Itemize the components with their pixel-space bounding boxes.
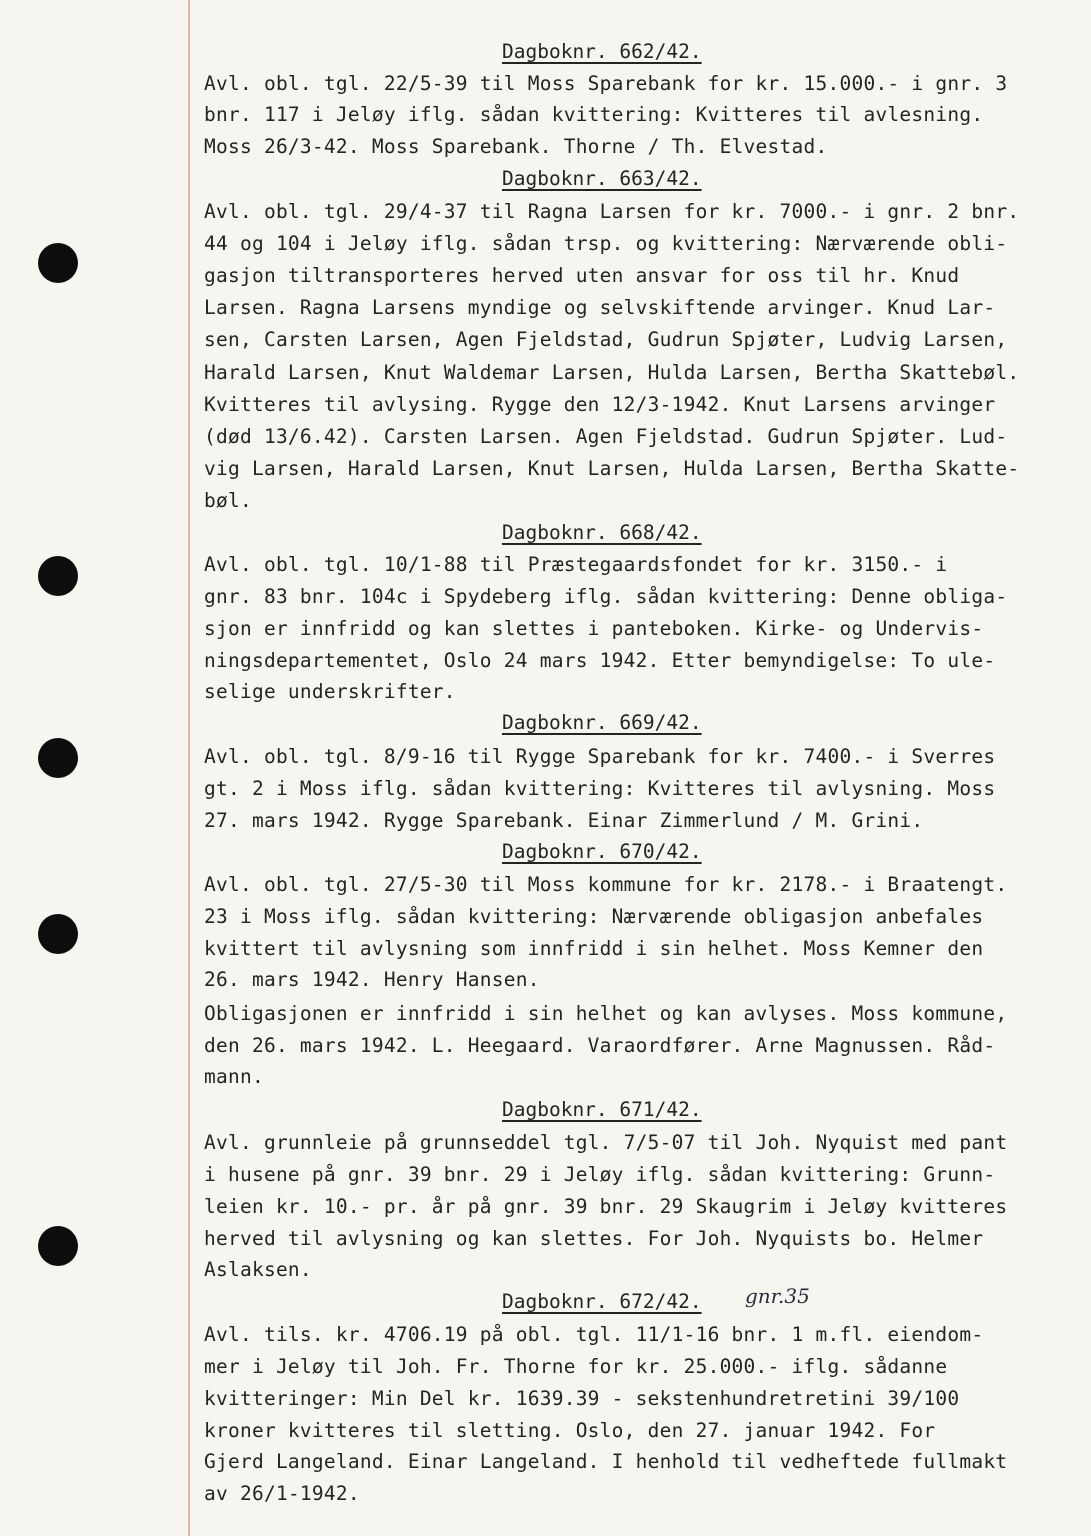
entry-heading: Dagboknr. 663/42. — [502, 167, 702, 190]
entry-text-line: mann. — [204, 1065, 264, 1088]
entry-text-line: Avl. obl. tgl. 8/9-16 til Rygge Sparebank for kr. 7400.- i Sverres — [204, 745, 996, 768]
entry-text-line: 27. mars 1942. Rygge Sparebank. Einar Zimmerlund / M. Grini. — [204, 809, 924, 832]
entry-text-line: Harald Larsen, Knut Waldemar Larsen, Hulda Larsen, Bertha Skattebøl. — [204, 361, 1020, 384]
entry-text-line: gnr. 83 bnr. 104c i Spydeberg iflg. sådan kvittering: Denne obliga- — [204, 585, 1008, 608]
entry-text-line: Larsen. Ragna Larsens myndige og selvskiftende arvinger. Knud Lar- — [204, 296, 996, 319]
entry-text-line: (død 13/6.42). Carsten Larsen. Agen Fjeldstad. Gudrun Spjøter. Lud- — [204, 425, 1008, 448]
entry-text-line: Avl. obl. tgl. 27/5-30 til Moss kommune for kr. 2178.- i Braatengt. — [204, 873, 1008, 896]
punch-hole-2 — [38, 556, 78, 596]
entry-heading: Dagboknr. 672/42. — [502, 1290, 702, 1313]
entry-text-line: kvittert til avlysning som innfridd i sin helhet. Moss Kemner den — [204, 937, 984, 960]
entry-text-line: Obligasjonen er innfridd i sin helhet og kan avlyses. Moss kommune, — [204, 1002, 1008, 1025]
entry-text-line: Avl. obl. tgl. 29/4-37 til Ragna Larsen for kr. 7000.- i gnr. 2 bnr. — [204, 200, 1020, 223]
entry-text-line: av 26/1-1942. — [204, 1482, 360, 1505]
entry-heading: Dagboknr. 668/42. — [502, 521, 702, 544]
punch-hole-1 — [38, 243, 78, 283]
entry-text-line: kroner kvitteres til sletting. Oslo, den 27. januar 1942. For — [204, 1419, 936, 1442]
entry-text-line: mer i Jeløy til Joh. Fr. Thorne for kr. 25.000.- iflg. sådanne — [204, 1355, 948, 1378]
entry-text-line: ningsdepartementet, Oslo 24 mars 1942. Etter bemyndigelse: To ule- — [204, 649, 996, 672]
entry-text-line: leien kr. 10.- pr. år på gnr. 39 bnr. 29 Skaugrim i Jeløy kvitteres — [204, 1195, 1008, 1218]
entry-text-line: i husene på gnr. 39 bnr. 29 i Jeløy iflg. sådan kvittering: Grunn- — [204, 1163, 996, 1186]
entry-text-line: kvitteringer: Min Del kr. 1639.39 - sekstenhundretretini 39/100 — [204, 1387, 960, 1410]
entry-heading: Dagboknr. 671/42. — [502, 1098, 702, 1121]
entry-heading: Dagboknr. 670/42. — [502, 840, 702, 863]
entry-heading: Dagboknr. 662/42. — [502, 40, 702, 63]
entry-text-line: sen, Carsten Larsen, Agen Fjeldstad, Gudrun Spjøter, Ludvig Larsen, — [204, 328, 1008, 351]
entry-text-line: den 26. mars 1942. L. Heegaard. Varaordfører. Arne Magnussen. Råd- — [204, 1034, 996, 1057]
entry-text-line: gt. 2 i Moss iflg. sådan kvittering: Kvitteres til avlysning. Moss — [204, 777, 996, 800]
entry-text-line: vig Larsen, Harald Larsen, Knut Larsen, Hulda Larsen, Bertha Skatte- — [204, 457, 1020, 480]
entry-text-line: herved til avlysning og kan slettes. For Joh. Nyquists bo. Helmer — [204, 1227, 984, 1250]
entry-text-line: Avl. tils. kr. 4706.19 på obl. tgl. 11/1-16 bnr. 1 m.fl. eiendom- — [204, 1323, 984, 1346]
entry-text-line: 23 i Moss iflg. sådan kvittering: Nærværende obligasjon anbefales — [204, 905, 984, 928]
entry-heading: Dagboknr. 669/42. — [502, 711, 702, 734]
punch-hole-5 — [38, 1226, 78, 1266]
entry-text-line: sjon er innfridd og kan slettes i panteboken. Kirke- og Undervis- — [204, 617, 984, 640]
entry-text-line: bøl. — [204, 489, 252, 512]
entry-text-line: bnr. 117 i Jeløy iflg. sådan kvittering: Kvitteres til avlesning. — [204, 103, 984, 126]
entry-text-line: 44 og 104 i Jeløy iflg. sådan trsp. og kvittering: Nærværende obli- — [204, 232, 1008, 255]
entry-text-line: gasjon tiltransporteres herved uten ansvar for oss til hr. Knud — [204, 264, 960, 287]
entry-text-line: Avl. obl. tgl. 22/5-39 til Moss Sparebank for kr. 15.000.- i gnr. 3 — [204, 72, 1008, 95]
entry-text-line: Gjerd Langeland. Einar Langeland. I henhold til vedheftede fullmakt — [204, 1450, 1008, 1473]
punch-hole-4 — [38, 914, 78, 954]
entry-text-line: Kvitteres til avlysing. Rygge den 12/3-1942. Knut Larsens arvinger — [204, 393, 996, 416]
margin-line — [188, 0, 190, 1536]
entry-text-line: 26. mars 1942. Henry Hansen. — [204, 968, 540, 991]
handwritten-annotation: gnr.35 — [745, 1284, 810, 1308]
entry-text-line: Avl. obl. tgl. 10/1-88 til Præstegaardsfondet for kr. 3150.- i — [204, 553, 948, 576]
entry-text-line: Avl. grunnleie på grunnseddel tgl. 7/5-07 til Joh. Nyquist med pant — [204, 1131, 1008, 1154]
punch-hole-3 — [38, 738, 78, 778]
entry-text-line: Moss 26/3-42. Moss Sparebank. Thorne / Th. Elvestad. — [204, 135, 828, 158]
entry-text-line: selige underskrifter. — [204, 680, 456, 703]
entry-text-line: Aslaksen. — [204, 1258, 312, 1281]
